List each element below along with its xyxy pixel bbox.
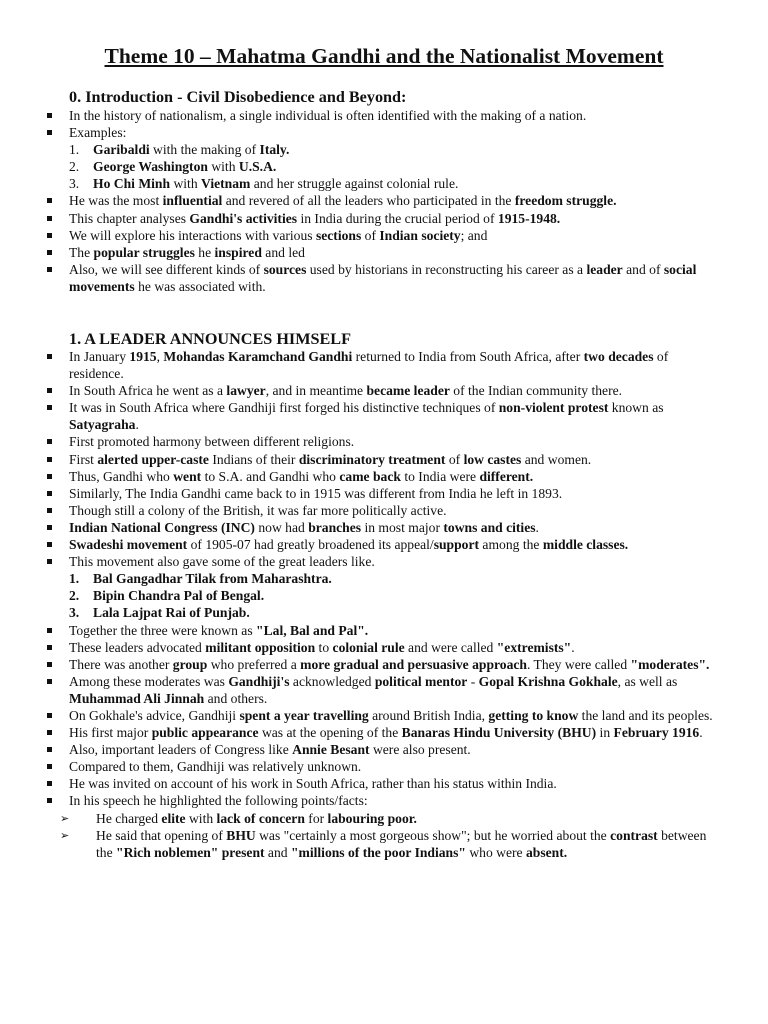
- bullet-item: [46, 639, 716, 656]
- bold-text: political mentor: [374, 673, 468, 689]
- bullet-item: [46, 724, 716, 741]
- text: He was the most: [69, 193, 163, 209]
- text: of residence.: [69, 349, 669, 382]
- text: the land and its peoples.: [578, 707, 713, 723]
- text: he was associated with.: [134, 278, 266, 294]
- bullet-item: [46, 124, 716, 141]
- bullet-item: [46, 468, 716, 485]
- text: and were called: [404, 639, 497, 655]
- text: and her struggle against colonial rule.: [250, 176, 459, 192]
- bold-text: middle classes.: [542, 537, 629, 553]
- text: Thus, Gandhi who: [69, 468, 174, 484]
- bold-text: became leader: [366, 383, 450, 399]
- bold-text: lawyer: [226, 383, 266, 399]
- text: First promoted harmony between different religions.: [69, 434, 355, 450]
- text: known as: [608, 400, 664, 416]
- bold-text: militant opposition: [205, 639, 316, 655]
- arrow-marker: ➢: [60, 811, 70, 825]
- text: in: [596, 725, 614, 741]
- bold-text: Indian society: [379, 227, 461, 243]
- text: .: [699, 725, 703, 741]
- bold-text: Satyagraha: [69, 417, 136, 433]
- text: now had: [254, 519, 309, 535]
- bold-text: leader: [586, 261, 623, 277]
- bullet-item: [46, 244, 716, 261]
- text: used by historians in reconstructing his career as a: [306, 261, 587, 277]
- text: and women.: [521, 451, 592, 467]
- bold-text: lack of concern: [216, 810, 305, 826]
- text: he: [194, 244, 215, 260]
- bold-text: Ho Chi Minh: [93, 176, 171, 192]
- bold-text: more gradual and persuasive approach: [300, 656, 527, 672]
- bold-text: February 1916: [613, 725, 700, 741]
- text: Indians of their: [208, 451, 299, 467]
- text: There was another: [69, 656, 173, 672]
- text: These leaders advocated: [69, 639, 206, 655]
- page-title: Theme 10 – Mahatma Gandhi and the Nationalist Movement: [104, 44, 664, 68]
- arrow-item: [46, 810, 716, 827]
- bold-text: "extremists": [496, 639, 572, 655]
- bullet-item: [46, 792, 716, 809]
- text: ; and: [460, 227, 488, 243]
- bold-text: two decades: [583, 349, 654, 364]
- numbered-item: [46, 570, 716, 587]
- bold-text: popular struggles: [93, 244, 195, 260]
- arrow-marker: ➢: [60, 828, 70, 842]
- bold-text: sources: [263, 261, 307, 277]
- text: On Gokhale's advice, Gandhiji: [69, 707, 240, 723]
- text: and of: [622, 261, 664, 277]
- numbered-item: [46, 604, 716, 621]
- bullet-item: [46, 775, 716, 792]
- text: of 1905-07 had greatly broadened its appeal/: [187, 537, 434, 553]
- text: returned to India from South Africa, after: [352, 349, 584, 364]
- text: and revered of all the leaders who participated in the: [222, 193, 515, 209]
- item-number: 2.: [69, 159, 80, 175]
- text: who preferred a: [207, 656, 301, 672]
- text: around British India,: [368, 707, 489, 723]
- text: First: [69, 451, 98, 467]
- bold-text: low castes: [463, 451, 522, 467]
- text: -: [467, 673, 479, 689]
- bold-text: Banaras Hindu University (BHU): [401, 725, 597, 741]
- text: in most major: [361, 519, 444, 535]
- text: He was invited on account of his work in South Africa, rather than his status within India.: [69, 776, 557, 792]
- bold-text: public appearance: [151, 725, 259, 741]
- bold-text: Lala Lajpat Rai of Punjab.: [93, 605, 250, 621]
- bold-text: "Lal, Bal and Pal".: [256, 622, 369, 638]
- text: to S.A. and Gandhi who: [201, 468, 340, 484]
- numbered-item: [46, 587, 716, 604]
- bold-text: BHU: [226, 827, 256, 843]
- text: were also present.: [369, 742, 471, 758]
- text: of the Indian community there.: [449, 383, 623, 399]
- bullet-item: [46, 227, 716, 244]
- item-number: 3.: [69, 176, 80, 192]
- bold-text: Italy.: [259, 142, 290, 158]
- text: He charged: [96, 810, 162, 826]
- bold-text: Gandhiji's: [228, 673, 290, 689]
- text: and: [264, 844, 291, 860]
- text: to India were: [400, 468, 480, 484]
- text: ,: [156, 349, 164, 364]
- text: , as well as: [617, 673, 678, 689]
- bold-text: Muhammad Ali Jinnah: [69, 690, 205, 706]
- bold-text: Gandhi's activities: [189, 210, 298, 226]
- text: of: [361, 227, 380, 243]
- text: .: [535, 519, 539, 535]
- bullet-item: [46, 656, 716, 673]
- bullet-item: [46, 502, 716, 519]
- text: This chapter analyses: [69, 210, 190, 226]
- text: , and in meantime: [265, 383, 367, 399]
- numbered-item: [46, 175, 716, 192]
- bullet-item: [46, 758, 716, 775]
- text: This movement also gave some of the great leaders like.: [69, 554, 375, 570]
- text: with: [170, 176, 202, 192]
- bold-text: U.S.A.: [238, 159, 277, 175]
- bold-text: Vietnam: [201, 176, 251, 192]
- bullet-item: [46, 707, 716, 724]
- bullet-item: [46, 451, 716, 468]
- bold-text: towns and cities: [443, 519, 536, 535]
- bullet-item: [46, 553, 716, 570]
- bold-text: "millions of the poor Indians": [290, 844, 466, 860]
- text: who were: [465, 844, 526, 860]
- bullet-item: [46, 192, 716, 209]
- text: and led: [261, 244, 305, 260]
- bold-text: Annie Besant: [292, 742, 370, 758]
- bold-text: Garibaldi: [93, 142, 150, 158]
- bold-text: Bipin Chandra Pal of Bengal.: [93, 588, 265, 604]
- bold-text: freedom struggle.: [514, 193, 617, 209]
- text: was at the opening of the: [258, 725, 402, 741]
- bold-text: Gopal Krishna Gokhale: [478, 673, 618, 689]
- bullet-item: [46, 210, 716, 227]
- bold-text: colonial rule: [332, 639, 405, 655]
- text: between the: [96, 827, 707, 860]
- bold-text: Swadeshi movement: [69, 537, 188, 553]
- text: with the making of: [149, 142, 260, 158]
- text: In his speech he highlighted the following points/facts:: [69, 793, 368, 809]
- text: He said that opening of: [96, 827, 227, 843]
- bold-text: discriminatory treatment: [298, 451, 446, 467]
- bold-text: support: [433, 537, 480, 553]
- leader-list: [46, 348, 716, 861]
- text: to: [315, 639, 333, 655]
- bold-text: getting to know: [488, 707, 579, 723]
- bold-text: labouring poor.: [327, 810, 417, 826]
- text: acknowledged: [289, 673, 375, 689]
- bold-text: 1915: [129, 349, 157, 364]
- bullet-item: [46, 622, 716, 639]
- bullet-item: [46, 485, 716, 502]
- bullet-item: [46, 741, 716, 758]
- text: Also, we will see different kinds of: [69, 261, 264, 277]
- item-number: 1.: [69, 571, 80, 587]
- bullet-item: [46, 519, 716, 536]
- item-number: 2.: [69, 588, 80, 604]
- text: Similarly, The India Gandhi came back to in 1915 was different from India he left in 1893.: [69, 485, 563, 501]
- bold-text: sections: [315, 227, 362, 243]
- bullet-item: [46, 536, 716, 553]
- arrow-item: [46, 827, 716, 861]
- bold-text: different.: [479, 468, 534, 484]
- bold-text: "Rich noblemen" present: [116, 844, 265, 860]
- bold-text: influential: [162, 193, 223, 209]
- text: We will explore his interactions with various: [69, 227, 316, 243]
- text: His first major: [69, 725, 152, 741]
- bullet-item: [46, 399, 716, 433]
- item-number: 3.: [69, 605, 80, 621]
- bold-text: "moderates".: [630, 656, 710, 672]
- text: in India during the crucial period of: [297, 210, 498, 226]
- bold-text: non-violent protest: [498, 400, 609, 416]
- text: was "certainly a most gorgeous show"; but he worried about the: [255, 827, 611, 843]
- introduction-list: [46, 107, 716, 295]
- bold-text: contrast: [610, 827, 658, 843]
- text: .: [571, 639, 575, 655]
- text: Among these moderates was: [69, 673, 229, 689]
- bold-text: went: [173, 468, 202, 484]
- bold-text: social movements: [69, 261, 697, 294]
- text: with: [185, 810, 217, 826]
- text: of: [445, 451, 464, 467]
- bold-text: absent.: [526, 844, 568, 860]
- text: with: [207, 159, 239, 175]
- text: The: [69, 244, 94, 260]
- bold-text: came back: [339, 468, 401, 484]
- text: Compared to them, Gandhiji was relatively unknown.: [69, 759, 362, 775]
- text: and others.: [204, 690, 268, 706]
- bold-text: 1915-1948.: [497, 210, 561, 226]
- bullet-item: [46, 433, 716, 450]
- bold-text: elite: [161, 810, 186, 826]
- text: Though still a colony of the British, it was far more politically active.: [69, 502, 447, 518]
- bullet-item: [46, 261, 716, 295]
- item-number: 1.: [69, 142, 80, 158]
- bullet-item: [46, 107, 716, 124]
- bold-text: Indian National Congress (INC): [69, 519, 255, 535]
- text: In January: [69, 349, 130, 364]
- bullet-item: [46, 382, 716, 399]
- numbered-item: [46, 141, 716, 158]
- text: .: [135, 417, 139, 433]
- bold-text: branches: [308, 519, 362, 535]
- bullet-item: [46, 348, 716, 382]
- bold-text: George Washington: [93, 159, 208, 175]
- bold-text: group: [172, 656, 208, 672]
- numbered-item: [46, 158, 716, 175]
- text: Together the three were known as: [69, 622, 257, 638]
- text: In the history of nationalism, a single individual is often identified with the making of a nation.: [69, 108, 587, 123]
- bold-text: Mohandas Karamchand Gandhi: [163, 349, 353, 364]
- text: for: [304, 810, 328, 826]
- text: In South Africa he went as a: [69, 383, 227, 399]
- text: Also, important leaders of Congress like: [69, 742, 293, 758]
- text: among the: [479, 537, 543, 553]
- text: . They were called: [527, 656, 631, 672]
- bullet-item: [46, 673, 716, 707]
- bold-text: spent a year travelling: [239, 707, 369, 723]
- section-heading-introduction: 0. Introduction - Civil Disobedience and Beyond:: [69, 88, 407, 106]
- bold-text: inspired: [214, 244, 262, 260]
- section-heading-leader: 1. A LEADER ANNOUNCES HIMSELF: [69, 330, 351, 348]
- bold-text: Bal Gangadhar Tilak from Maharashtra.: [93, 571, 332, 587]
- bold-text: alerted upper-caste: [97, 451, 209, 467]
- text: Examples:: [69, 125, 127, 141]
- text: It was in South Africa where Gandhiji first forged his distinctive techniques of: [69, 400, 499, 416]
